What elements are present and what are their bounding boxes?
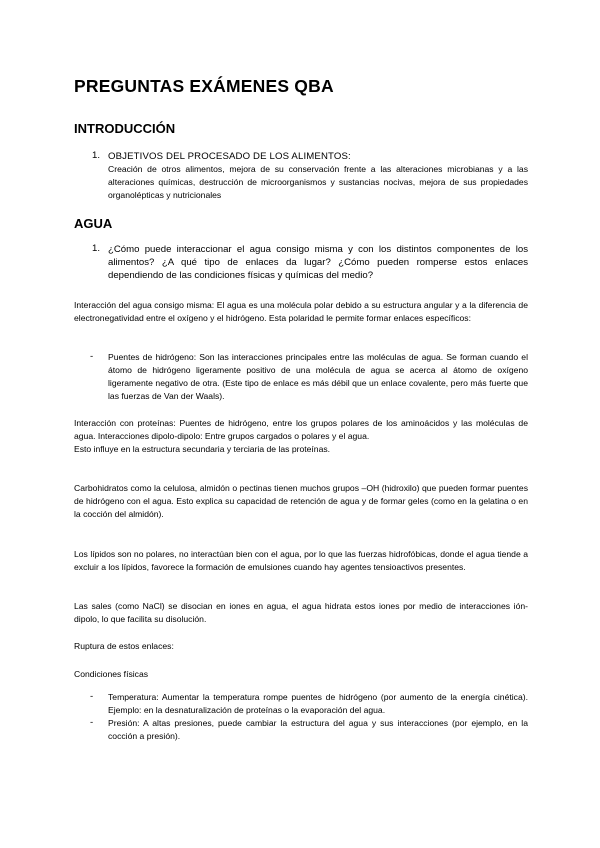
bullet-presion: Presión: A altas presiones, puede cambiar la estructura del agua y sus interacciones (por ejemplo, en la cocción a presión). bbox=[108, 718, 528, 741]
list-number: 1. bbox=[92, 150, 101, 161]
paragraph-interaccion-agua: Interacción del agua consigo misma: El agua es una molécula polar debido a su estructura angular y a la diferencia de electronegatividad entre el oxígeno y el hidrógeno. Esta polaridad le permite formar enlaces específicos: bbox=[74, 300, 528, 323]
bullet-marker: - bbox=[90, 717, 94, 728]
paragraph-ruptura: Ruptura de estos enlaces: bbox=[74, 641, 174, 651]
objetivos-body: Creación de otros alimentos, mejora de su conservación frente a las alteraciones microbianas y a las alteraciones químicas, destrucción de microorganismos y sustancias nocivas, mejora de sus propiedades organolépticas y nutricionales bbox=[108, 164, 528, 200]
document-title: PREGUNTAS EXÁMENES QBA bbox=[74, 76, 334, 96]
bullet-marker: - bbox=[90, 351, 94, 362]
section-heading-introduccion: INTRODUCCIÓN bbox=[74, 121, 176, 136]
paragraph-proteinas-estructura: Esto influye en la estructura secundaria y terciaria de las proteínas. bbox=[74, 444, 331, 454]
agua-question: ¿Cómo puede interaccionar el agua consigo misma y con los distintos componentes de los alimentos? ¿A qué tipo de enlaces da lugar? ¿Cómo pueden romperse estos enlaces dependiendo de las condiciones físicas y químicas del medio? bbox=[108, 244, 528, 281]
paragraph-carbohidratos: Carbohidratos como la celulosa, almidón o pectinas tienen muchos grupos –OH (hidroxilo) que pueden formar puentes de hidrógeno con el agua. Esto explica su capacidad de retención de agua y de formar geles (como en la gelatina o en la cocción del almidón). bbox=[74, 483, 528, 519]
paragraph-proteinas: Interacción con proteínas: Puentes de hidrógeno, entre los grupos polares de los aminoácidos y las moléculas de agua. Interacciones dipolo-dipolo: Entre grupos cargados o polares y el agua. bbox=[74, 418, 528, 441]
paragraph-condiciones-fisicas: Condiciones físicas bbox=[74, 669, 149, 679]
section-heading-agua: AGUA bbox=[74, 216, 113, 231]
bullet-puentes-hidrogeno: Puentes de hidrógeno: Son las interacciones principales entre las moléculas de agua. Se forman cuando el átomo de hidrógeno ligeramente positivo de una molécula de agua se acerca al átomo de oxígeno ligeramente negativo de otra. (Este tipo de enlace es más débil que un enlace covalente, pero más fuerte que las fuerzas de Van der Waals). bbox=[108, 352, 528, 401]
bullet-temperatura: Temperatura: Aumentar la temperatura rompe puentes de hidrógeno (por aumento de la energía cinética). Ejemplo: en la desnaturalización de proteínas o la evaporación del agua. bbox=[108, 692, 528, 715]
paragraph-lipidos: Los lípidos son no polares, no interactúan bien con el agua, por lo que las fuerzas hidrofóbicas, donde el agua tiende a excluir a los lípidos, favorece la formación de emulsiones cuando hay agentes tensioactivos presentes. bbox=[74, 549, 528, 572]
objetivos-title: OBJETIVOS DEL PROCESADO DE LOS ALIMENTOS: bbox=[108, 151, 351, 162]
bullet-marker: - bbox=[90, 691, 94, 702]
paragraph-sales: Las sales (como NaCl) se disocian en iones en agua, el agua hidrata estos iones por medio de interacciones ión-dipolo, lo que facilita su disolución. bbox=[74, 601, 528, 624]
list-number: 1. bbox=[92, 243, 101, 254]
